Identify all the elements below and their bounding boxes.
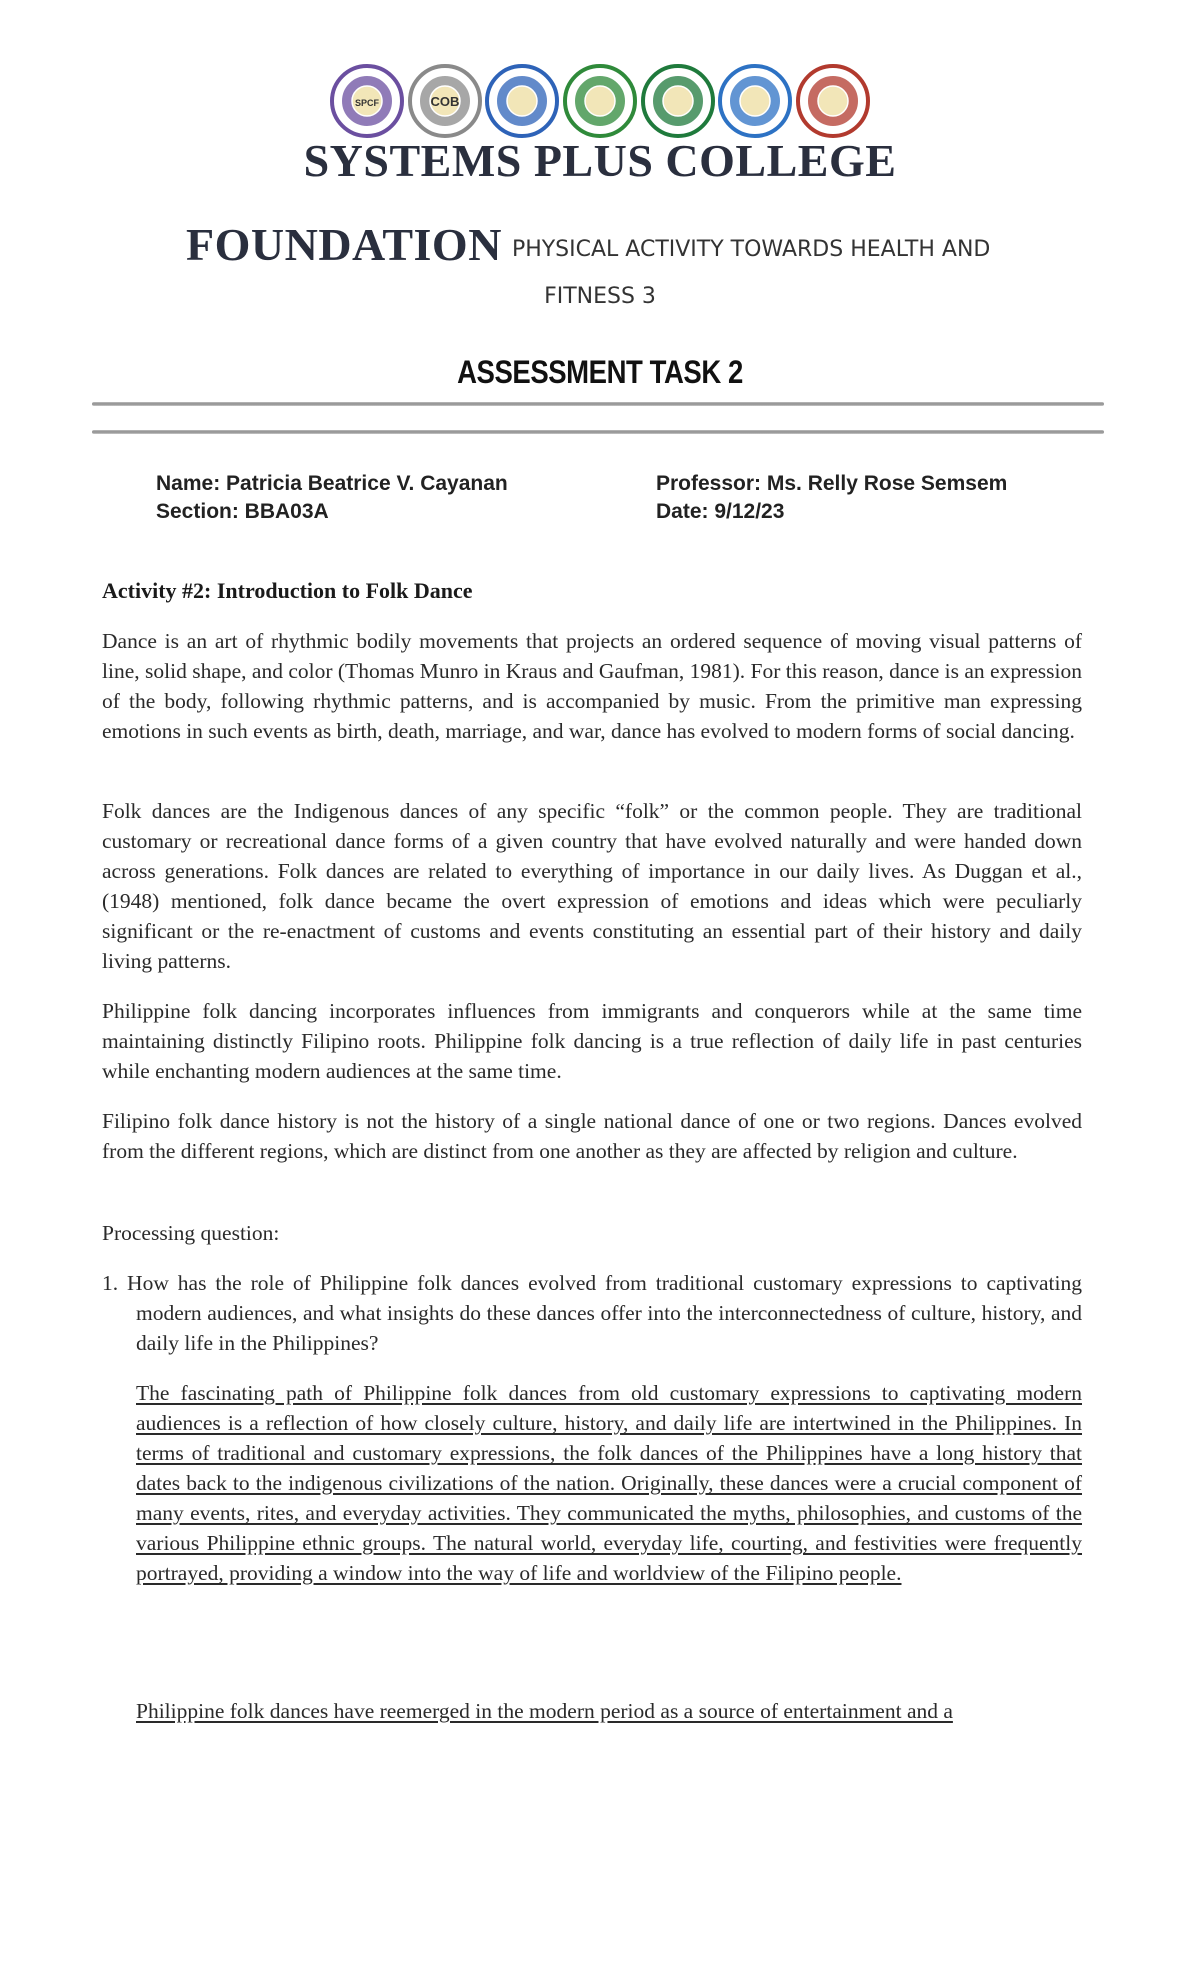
assessment-task-title: ASSESSMENT TASK 2 (457, 354, 743, 390)
answer-paragraph-2: Philippine folk dances have reemerged in the modern period as a source of entertainment and a (136, 1699, 953, 1723)
subject-title-part2: FITNESS 3 (544, 284, 656, 309)
college-foundation: FOUNDATION (186, 219, 502, 270)
paragraph-4: Filipino folk dance history is not the history of a single national dance of one or two regions. Dances evolved from the different regions, which are distinct from one another as they are affected by religion and culture. (102, 1109, 1082, 1163)
seal-5-icon (641, 64, 715, 138)
seal-7-icon (796, 64, 870, 138)
college-name-line2 (186, 218, 990, 271)
student-section: Section: BBA03A (156, 500, 329, 523)
professor-name: Professor: Ms. Relly Rose Semsem (656, 472, 1008, 495)
seal-1-icon (330, 64, 404, 138)
course-info (656, 470, 1007, 526)
logo-row (330, 58, 870, 144)
question-1: 1. How has the role of Philippine folk dances evolved from traditional customary expressions to captivating modern audiences, and what insights do these dances offer into the interconnectedness of culture, history, and daily life in the Philippines? (102, 1271, 1082, 1355)
seal-6-icon (718, 64, 792, 138)
student-name: Name: Patricia Beatrice V. Cayanan (156, 472, 508, 495)
seal-cob-icon (408, 64, 482, 138)
paragraph-1: Dance is an art of rhythmic bodily movements that projects an ordered sequence of moving visual patterns of line, solid shape, and color (Thomas Munro in Kraus and Gaufman, 1981). For this reason, dance is an expression of the body, following rhythmic patterns, and is accompanied by music. From the primitive man expressing emotions in such events as birth, death, marriage, and war, dance has evolved to modern forms of social dancing. (102, 629, 1082, 743)
subject-title-part1: PHYSICAL ACTIVITY TOWARDS HEALTH AND (511, 237, 991, 262)
paragraph-2: Folk dances are the Indigenous dances of any specific “folk” or the common people. They are traditional customary or recreational dance forms of a given country that have evolved naturally and were handed down across generations. Folk dances are related to everything of importance in our daily lives. As Duggan et al., (1948) mentioned, folk dance became the overt expression of emotions and ideas which were peculiarly significant or the re-enactment of customs and events constituting an essential part of their history and daily living patterns. (102, 799, 1082, 973)
svg-text:COB: COB (430, 94, 460, 109)
answer-paragraph-1: The fascinating path of Philippine folk dances from old customary expressions to captivating modern audiences is a reflection of how closely culture, history, and daily life are intertwined in the Philippines. In terms of traditional and customary expressions, the folk dances of the Philippines have a long history that dates back to the indigenous civilizations of the nation. Originally, these dances were a crucial component of many events, rites, and everyday activities. They communicated the myths, philosophies, and customs of the various Philippine ethnic groups. The natural world, everyday life, courting, and festivities were frequently portrayed, providing a window into the way of life and worldview of the Filipino people. (136, 1381, 1082, 1585)
header-divider-top (92, 402, 1104, 406)
activity-title: Activity #2: Introduction to Folk Dance (102, 578, 473, 603)
paragraph-3: Philippine folk dancing incorporates influences from immigrants and conquerors while at the same time maintaining distinctly Filipino roots. Philippine folk dancing is a true reflection of daily life in past centuries while enchanting modern audiences at the same time. (102, 999, 1082, 1083)
seal-4-icon (563, 64, 637, 138)
college-name-line1: SYSTEMS PLUS COLLEGE (303, 135, 897, 186)
seal-3-icon (485, 64, 559, 138)
header-divider-bottom (92, 430, 1104, 434)
processing-question-label: Processing question: (102, 1221, 280, 1245)
svg-text:SPCF: SPCF (354, 98, 380, 108)
student-info (156, 470, 508, 526)
submission-date: Date: 9/12/23 (656, 500, 785, 523)
